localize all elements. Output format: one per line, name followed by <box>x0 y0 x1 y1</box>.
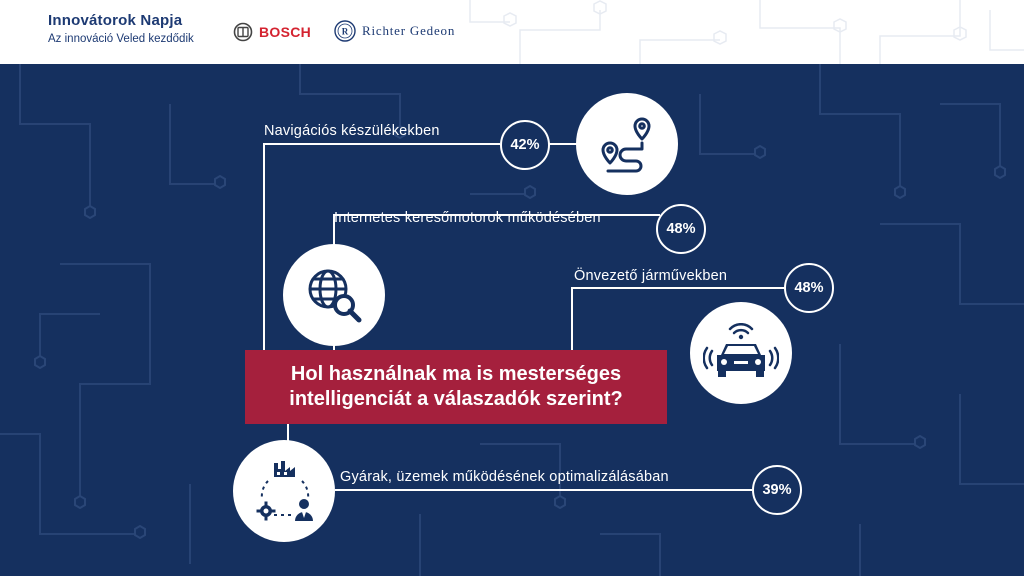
bosch-armature-icon <box>233 22 253 42</box>
richter-seal-icon <box>334 20 356 42</box>
label-search-engines: Internetes keresőmotorok működésében <box>334 210 601 226</box>
percent-badge-navigation: 42% <box>500 120 550 170</box>
label-factories: Gyárak, üzemek működésének optimalizálásában <box>340 469 669 485</box>
infographic-panel <box>0 64 1024 576</box>
self-driving-car-icon <box>703 323 779 383</box>
self-driving-icon-circle <box>690 302 792 404</box>
bosch-wordmark: BOSCH <box>259 24 312 40</box>
question-line-1: Hol használnak ma is mesterséges <box>290 363 622 385</box>
label-self-driving: Önvezető járművekben <box>574 268 728 284</box>
question-box <box>245 350 667 424</box>
percent-badge-search-engines: 48% <box>656 204 706 254</box>
question-line-2: intelligenciát a válaszadók szerint? <box>289 388 623 410</box>
navigation-icon-circle <box>576 93 678 195</box>
bosch-logo <box>233 22 311 42</box>
richter-gedeon-logo <box>334 20 455 42</box>
globe-search-icon <box>302 263 366 327</box>
brand-title: Innovátorok Napja <box>48 12 183 29</box>
factory-icon-circle <box>233 440 335 542</box>
label-navigation: Navigációs készülékekben <box>264 123 440 139</box>
navigation-route-icon <box>596 113 658 175</box>
percent-badge-factories: 39% <box>752 465 802 515</box>
brand-subtitle: Az innováció Veled kezdődik <box>48 33 194 45</box>
search-icon-circle <box>283 244 385 346</box>
percent-badge-self-driving: 48% <box>784 263 834 313</box>
svg-text:R: R <box>341 26 349 37</box>
brand-logo <box>48 12 194 45</box>
factory-optimization-icon <box>244 451 324 531</box>
header <box>0 0 1024 64</box>
richter-wordmark: Richter Gedeon <box>362 23 456 38</box>
